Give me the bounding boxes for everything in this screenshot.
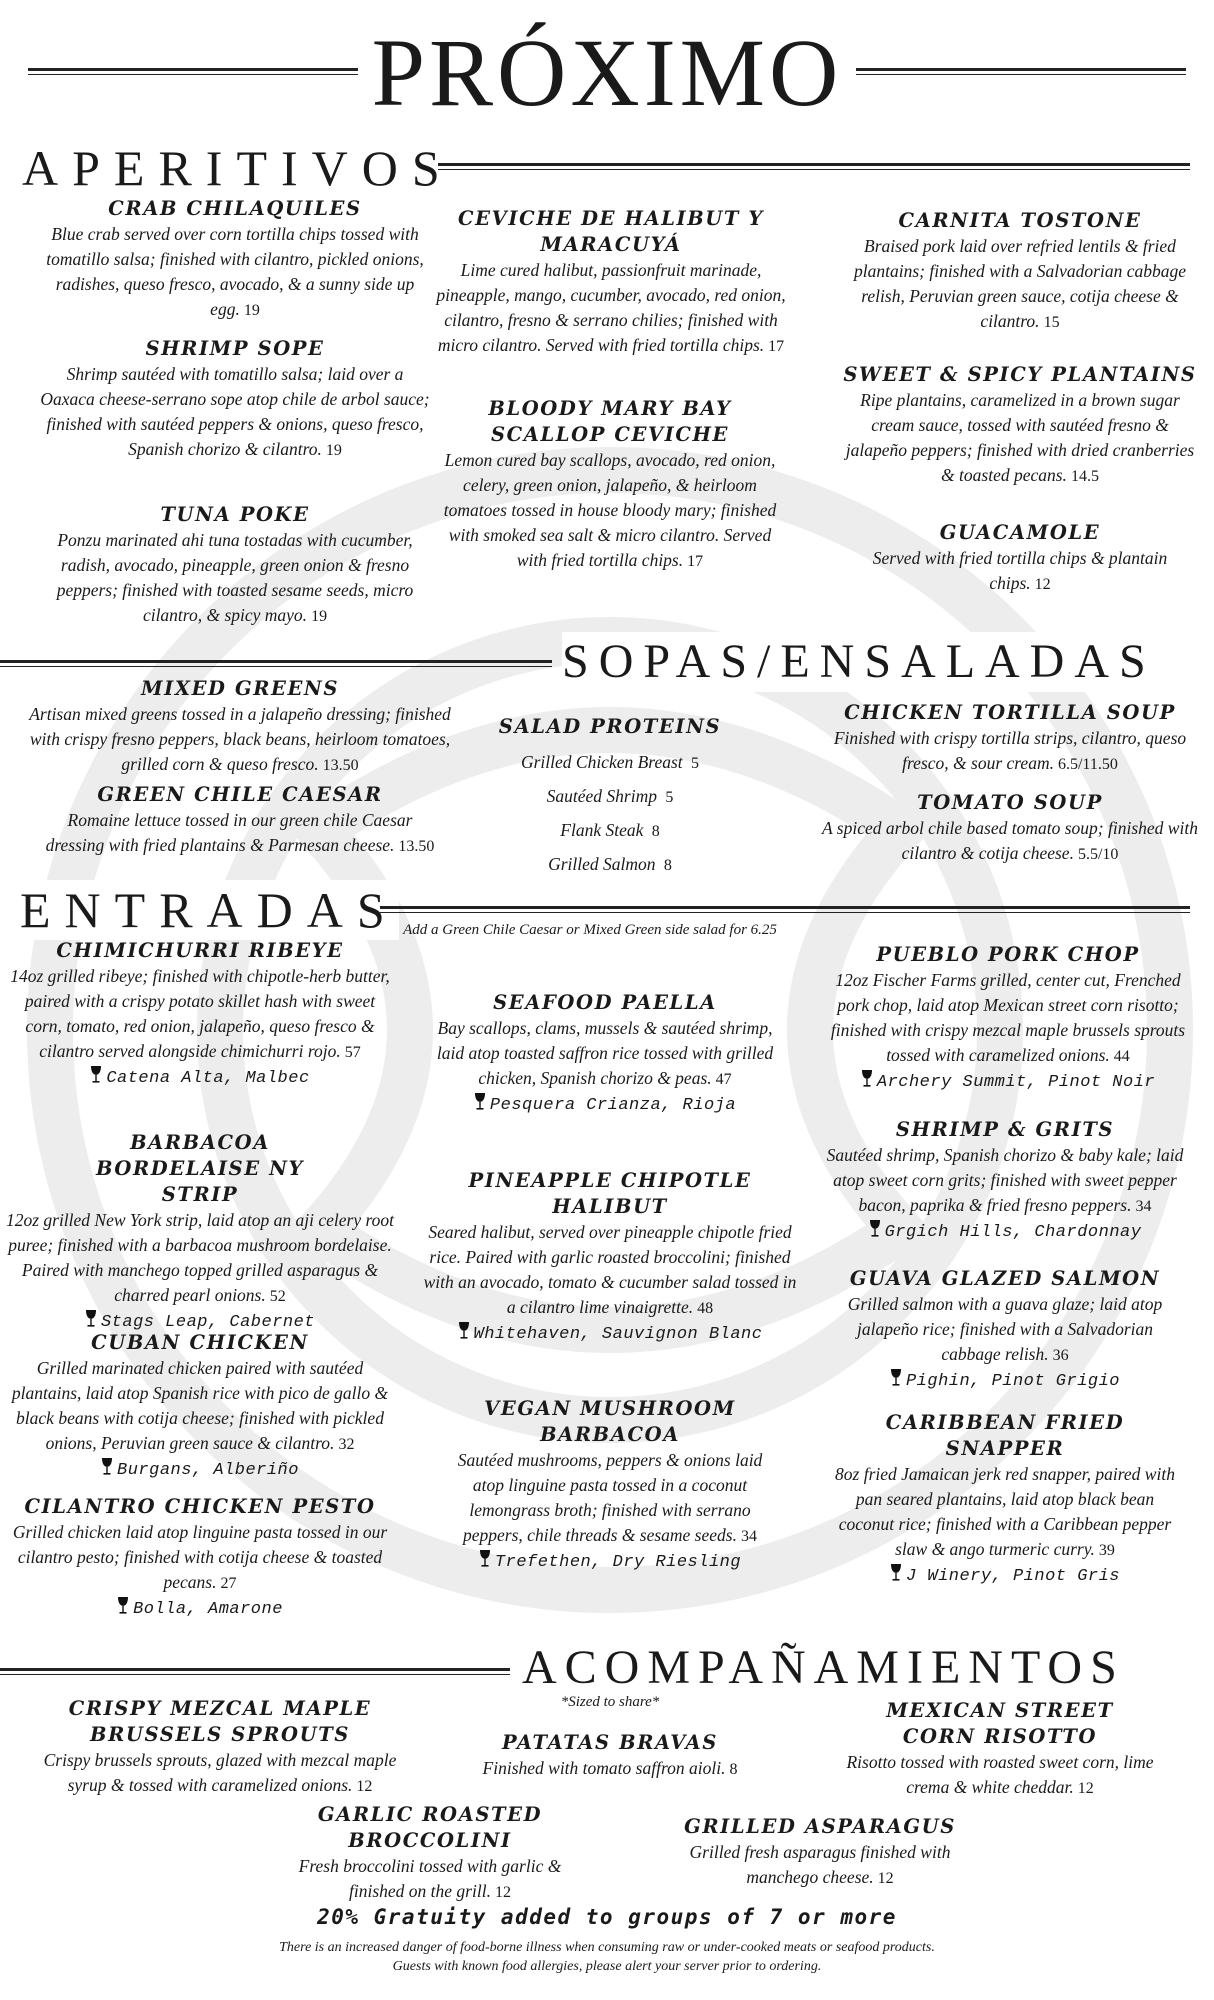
menu-item	[10, 1494, 390, 1624]
entradas-rule	[380, 906, 1190, 909]
restaurant-title: PRÓXIMO	[371, 19, 843, 126]
protein-option: Grilled Salmon 8	[548, 854, 672, 874]
item-price: 12	[494, 1884, 511, 1901]
disclaimer-line: There is an increased danger of food-borne illness when consuming raw or under-cooked meats or seafood products.	[279, 1940, 935, 1955]
item-name: BLOODY MARY BAY SCALLOP CEVICHE	[488, 397, 732, 446]
acompanamientos-rule	[0, 1668, 510, 1671]
item-price: 19	[311, 608, 328, 625]
item-price: 19	[243, 302, 260, 319]
item-description: 8oz fried Jamaican jerk red snapper, paired with pan seared plantains, laid atop black bean coconut rice; finished with a Caribbean pepper slaw & ango turmeric curry.	[835, 1464, 1175, 1559]
wine-pairing: Stags Leap, Cabernet	[0, 1309, 400, 1337]
wine-glass-icon	[458, 1322, 470, 1340]
menu-item	[20, 676, 460, 778]
menu-item	[818, 942, 1198, 1097]
item-price: 39	[1098, 1542, 1115, 1559]
item-price: 34	[1135, 1198, 1152, 1215]
item-price: 47	[715, 1071, 732, 1088]
menu-item	[40, 502, 430, 629]
item-description: Grilled fresh asparagus finished with manchego cheese.	[689, 1842, 951, 1887]
item-price: 17	[768, 338, 785, 355]
item-description: Served with fried tortilla chips & plantain chips.	[872, 548, 1168, 593]
wine-glass-icon	[117, 1597, 129, 1615]
item-name: GUAVA GLAZED SALMON	[849, 1267, 1161, 1290]
menu-item	[10, 1330, 390, 1485]
item-name: GARLIC ROASTED BROCCOLINI	[317, 1803, 543, 1852]
item-description: Sautéed mushrooms, peppers & onions laid atop linguine pasta tossed in a coconut lemongrass broth; finished with serrano peppers, chile threads & sesame seeds.	[457, 1450, 763, 1545]
item-description: Lemon cured bay scallops, avocado, red onion, celery, green onion, jalapeño, & heirloom tomatoes tossed in house bloody mary; finished with smoked sea salt & micro cilantro. Served with fried tortilla chips.	[443, 450, 777, 570]
item-price: 12	[356, 1778, 373, 1795]
item-price: 12	[1034, 576, 1051, 593]
menu-item	[820, 1117, 1190, 1247]
section-aperitivos: APERITIVOS	[22, 140, 454, 196]
menu-item	[870, 520, 1170, 597]
item-price: 13.50	[398, 838, 435, 855]
item-description: 14oz grilled ribeye; finished with chipotle-herb butter, paired with a crispy potato skillet hash with sweet corn, tomato, red onion, jalapeño, queso fresco & cilantro served alongside chimichurri rojo.	[10, 966, 390, 1061]
item-name: CEVICHE DE HALIBUT Y MARACUYÁ	[458, 207, 764, 256]
item-price: 8	[729, 1761, 738, 1778]
section-acompanamientos: ACOMPAÑAMIENTOS	[522, 1638, 1125, 1698]
item-price: 19	[325, 442, 342, 459]
item-price: 57	[344, 1044, 361, 1061]
item-price: 36	[1052, 1347, 1069, 1364]
item-name: SHRIMP SOPE	[145, 337, 325, 360]
item-description: Bay scallops, clams, mussels & sautéed shrimp, laid atop toasted saffron rice tossed with grilled chicken, Spanish chorizo & peas.	[436, 1018, 774, 1088]
item-name: GRILLED ASPARAGUS	[684, 1815, 956, 1838]
item-name: CHIMICHURRI RIBEYE	[56, 939, 344, 962]
wine-pairing: Whitehaven, Sauvignon Blanc	[420, 1321, 800, 1349]
disclaimer-line: Guests with known food allergies, please alert your server prior to ordering.	[392, 1959, 822, 1974]
item-name: CHICKEN TORTILLA SOUP	[844, 701, 1176, 724]
item-description: Lime cured halibut, passionfruit marinade, pineapple, mango, cucumber, avocado, red onion, cilantro, fresno & serrano chilies; finished with micro cilantro. Served with fried tortilla chips.	[436, 260, 786, 355]
menu-item	[820, 790, 1200, 867]
item-name: TUNA POKE	[160, 503, 310, 526]
menu-item	[30, 196, 440, 323]
item-description: Risotto tossed with roasted sweet corn, lime crema & white cheddar.	[846, 1752, 1154, 1797]
item-description: Grilled salmon with a guava glaze; laid atop jalapeño rice; finished with a Salvadorian cabbage relish.	[847, 1294, 1163, 1364]
item-name: VEGAN MUSHROOM BARBACOA	[484, 1397, 736, 1446]
item-description: Ponzu marinated ahi tuna tostadas with cucumber, radish, avocado, pineapple, green onion & fresno peppers; finished with toasted sesame seeds, micro cilantro, & spicy mayo.	[56, 530, 414, 625]
menu-item	[430, 990, 780, 1120]
item-description: Blue crab served over corn tortilla chips tossed with tomatillo salsa; finished with cilantro, pickled onions, radishes, queso fresco, avocado, & a sunny side up egg.	[46, 224, 424, 319]
menu-item	[40, 782, 440, 859]
item-description: Finished with tomato saffron aioli.	[482, 1758, 726, 1778]
item-name: CILANTRO CHICKEN PESTO	[24, 1495, 376, 1518]
item-description: Braised pork laid over refried lentils & fried plantains; finished with a Salvadorian cabbage relish, Peruvian green sauce, cotija cheese & cilantro.	[854, 236, 1186, 331]
menu-item	[830, 1410, 1180, 1591]
wine-glass-icon	[474, 1093, 486, 1111]
item-price: 48	[697, 1300, 714, 1317]
menu-item	[840, 362, 1200, 489]
item-price: 14.5	[1070, 468, 1099, 485]
item-price: 6.5/11.50	[1057, 756, 1118, 773]
side-salad-note: Add a Green Chile Caesar or Mixed Green side salad for 6.25	[403, 922, 777, 938]
wine-pairing: Bolla, Amarone	[10, 1596, 390, 1624]
item-name: CARNITA TOSTONE	[898, 209, 1142, 232]
item-name: MEXICAN STREET CORN RISOTTO	[886, 1699, 1114, 1748]
salad-proteins-title: SALAD PROTEINS	[498, 715, 722, 738]
sized-to-share-note: *Sized to share*	[560, 1694, 660, 1710]
item-price: 44	[1113, 1048, 1130, 1065]
item-description: Shrimp sautéed with tomatillo salsa; laid over a Oaxaca cheese-serrano sope atop chile de arbol sauce; finished with sautéed peppers & onions, queso fresco, Spanish chorizo & cilantro.	[40, 364, 430, 459]
item-price: 34	[740, 1528, 757, 1545]
item-description: Seared halibut, served over pineapple chipotle fried rice. Paired with garlic roasted broccolini; finished with an avocado, tomato & cucumber salad tossed in a cilantro lime vinaigrette.	[423, 1222, 797, 1317]
wine-glass-icon	[90, 1066, 102, 1084]
wine-pairing: Archery Summit, Pinot Noir	[818, 1069, 1198, 1097]
item-name: SEAFOOD PAELLA	[493, 991, 717, 1014]
item-description: 12oz Fischer Farms grilled, center cut, Frenched pork chop, laid atop Mexican street corn risotto; finished with crispy mezcal maple brussels sprouts tossed with caramelized onions.	[830, 970, 1186, 1065]
wine-pairing: Pesquera Crianza, Rioja	[430, 1092, 780, 1120]
food-safety-disclaimer	[0, 1938, 1214, 1976]
item-name: CARIBBEAN FRIED SNAPPER	[885, 1411, 1125, 1460]
wine-pairing: Catena Alta, Malbec	[10, 1065, 390, 1093]
item-name: PUEBLO PORK CHOP	[876, 943, 1140, 966]
protein-option: Grilled Chicken Breast 5	[520, 752, 700, 772]
menu-item	[830, 1266, 1180, 1396]
item-price: 32	[338, 1436, 355, 1453]
section-entradas: ENTRADAS	[20, 882, 399, 938]
menu-item	[420, 1168, 800, 1349]
menu-item	[820, 700, 1200, 777]
wine-glass-icon	[861, 1070, 873, 1088]
menu-item	[436, 206, 786, 359]
item-price: 27	[220, 1575, 237, 1592]
menu-item	[40, 1696, 400, 1799]
protein-option: Flank Steak 8	[560, 820, 660, 840]
item-price: 12	[877, 1870, 894, 1887]
gratuity-notice: 20% Gratuity added to groups of 7 or more	[317, 1905, 897, 1929]
item-price: 12	[1077, 1780, 1094, 1797]
menu-item	[440, 1730, 780, 1782]
item-description: Romaine lettuce tossed in our green chile Caesar dressing with fried plantains & Parmesan cheese.	[45, 810, 413, 855]
item-name: PINEAPPLE CHIPOTLE HALIBUT	[468, 1169, 752, 1218]
item-name: GREEN CHILE CAESAR	[97, 783, 383, 806]
wine-glass-icon	[85, 1310, 97, 1328]
wine-glass-icon	[101, 1458, 113, 1476]
item-price: 17	[687, 553, 704, 570]
protein-option: Sautéed Shrimp 5	[546, 786, 674, 806]
wine-pairing: Grgich Hills, Chardonnay	[820, 1219, 1190, 1247]
wine-glass-icon	[890, 1369, 902, 1387]
wine-glass-icon	[479, 1550, 491, 1568]
item-description: Fresh broccolini tossed with garlic & finished on the grill.	[298, 1856, 562, 1901]
wine-pairing: Burgans, Alberiño	[10, 1457, 390, 1485]
wine-glass-icon	[869, 1220, 881, 1238]
item-description: Grilled marinated chicken paired with sautéed plantains, laid atop Spanish rice with pico de gallo & black beans with cotija cheese; finished with pickled onions, Peruvian green sauce & cilantro.	[11, 1358, 389, 1453]
menu-item	[440, 1396, 780, 1577]
item-name: MIXED GREENS	[140, 677, 340, 700]
item-name: TOMATO SOUP	[917, 791, 1103, 814]
item-description: Artisan mixed greens tossed in a jalapeño dressing; finished with crispy fresno peppers, black beans, heirloom tomatoes, grilled corn & queso fresco.	[29, 704, 451, 774]
wine-pairing: Pighin, Pinot Grigio	[830, 1368, 1180, 1396]
item-price: 5.5/10	[1077, 846, 1119, 863]
menu-item	[10, 938, 390, 1093]
item-description: Crispy brussels sprouts, glazed with mezcal maple syrup & tossed with caramelized onions.	[43, 1750, 397, 1795]
menu-item	[280, 1802, 580, 1905]
item-name: SHRIMP & GRITS	[895, 1118, 1115, 1141]
menu-item	[840, 208, 1200, 335]
salad-proteins	[480, 714, 740, 882]
item-description: Finished with crispy tortilla strips, cilantro, queso fresco, & sour cream.	[833, 728, 1187, 773]
item-name: PATATAS BRAVAS	[502, 1731, 718, 1754]
item-price: 15	[1043, 314, 1060, 331]
item-price: 52	[269, 1288, 286, 1305]
wine-pairing: Trefethen, Dry Riesling	[440, 1549, 780, 1577]
item-name: CUBAN CHICKEN	[91, 1331, 309, 1354]
menu-item	[0, 1130, 400, 1337]
item-name: CRAB CHILAQUILES	[108, 197, 362, 220]
menu-item	[40, 336, 430, 463]
wine-glass-icon	[890, 1564, 902, 1582]
item-description: Grilled chicken laid atop linguine pasta tossed in our cilantro pesto; finished with cotija cheese & toasted pecans.	[12, 1522, 388, 1592]
item-name: GUACAMOLE	[939, 521, 1101, 544]
item-name: CRISPY MEZCAL MAPLE BRUSSELS SPROUTS	[68, 1697, 372, 1746]
menu-item	[840, 1698, 1160, 1801]
item-description: Ripe plantains, caramelized in a brown sugar cream sauce, tossed with sautéed fresno & jalapeño peppers; finished with dried cranberries & toasted pecans.	[845, 390, 1195, 485]
item-description: Sautéed shrimp, Spanish chorizo & baby kale; laid atop sweet corn grits; finished with sweet pepper bacon, paprika & fried fresno peppers.	[826, 1145, 1184, 1215]
item-name: SWEET & SPICY PLANTAINS	[843, 363, 1197, 386]
item-price: 13.50	[322, 757, 359, 774]
wine-pairing: J Winery, Pinot Gris	[830, 1563, 1180, 1591]
sopas-rule	[0, 660, 552, 663]
item-description: A spiced arbol chile based tomato soup; finished with cilantro & cotija cheese.	[822, 818, 1198, 863]
item-description: 12oz grilled New York strip, laid atop an aji celery root puree; finished with a barbacoa mushroom bordelaise. Paired with manchego topped grilled asparagus & charred pearl onions.	[5, 1210, 395, 1305]
menu-item	[440, 396, 780, 574]
item-name: BARBACOA BORDELAISE NY STRIP	[95, 1131, 305, 1206]
section-sopas-ensaladas: SOPAS/ENSALADAS	[562, 632, 1156, 692]
menu-item	[660, 1814, 980, 1891]
aperitivos-rule	[438, 163, 1190, 166]
